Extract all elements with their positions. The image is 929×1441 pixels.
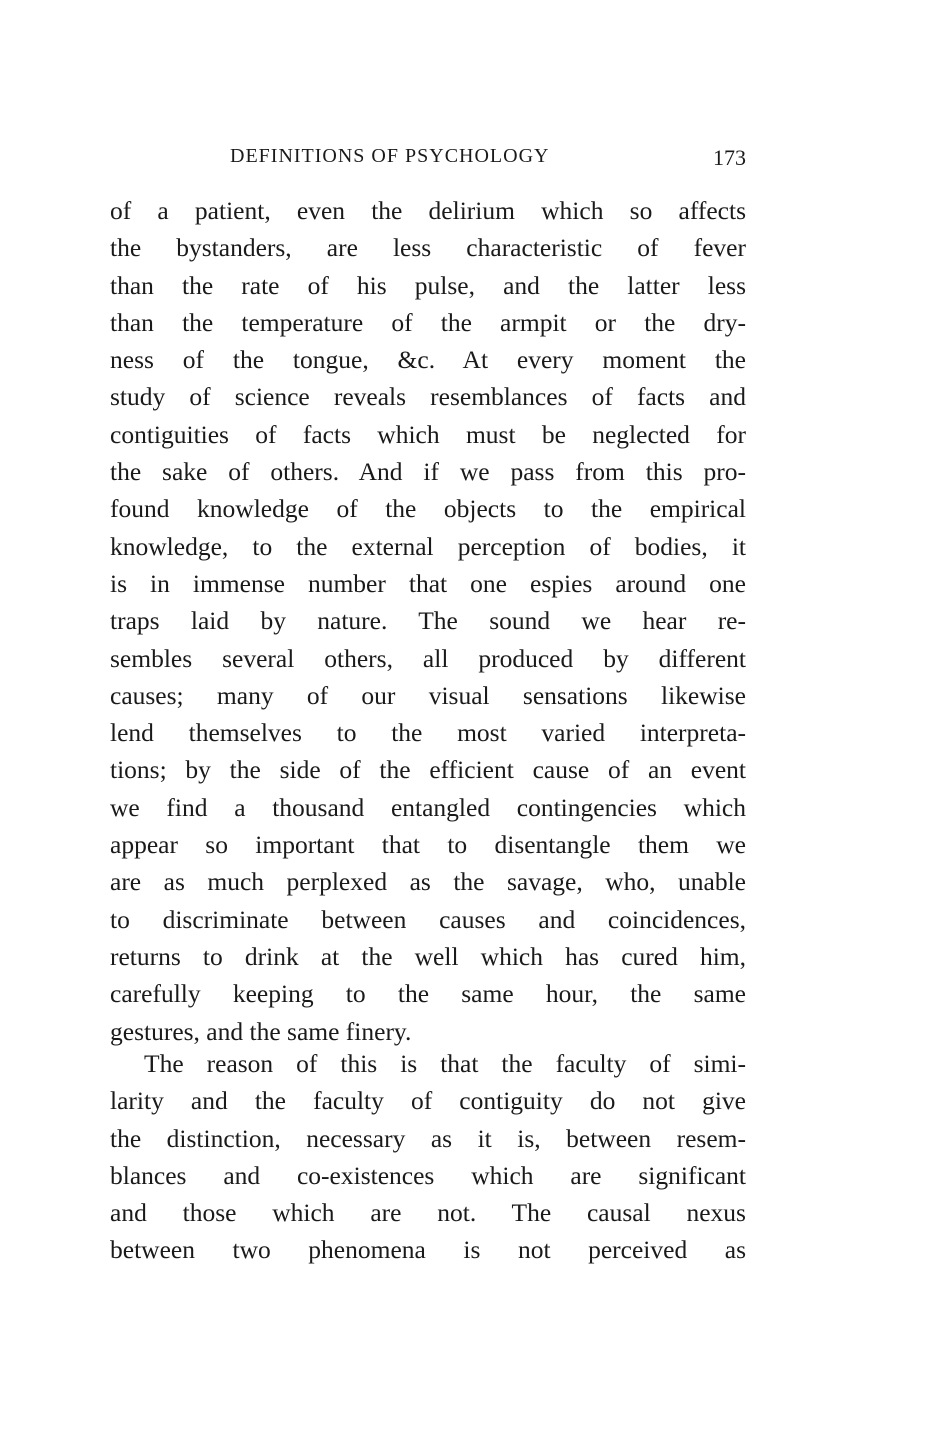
text-line: sembles several others, all produced by different — [110, 643, 746, 673]
text-line: we find a thousand entangled contingencies which — [110, 792, 746, 822]
text-line: than the rate of his pulse, and the latter less — [110, 270, 746, 300]
text-line: traps laid by nature. The sound we hear re- — [110, 606, 746, 636]
text-line: are as much perplexed as the savage, who, unable — [110, 867, 746, 897]
running-head — [110, 145, 746, 175]
text-line: appear so important that to disentangle them we — [110, 830, 746, 860]
text-line: The reason of this is that the faculty of simi- — [144, 1049, 746, 1078]
text-line: larity and the faculty of contiguity do not give — [110, 1086, 746, 1116]
text-line: causes; many of our visual sensations likewise — [110, 680, 746, 710]
text-line: found knowledge of the objects to the empirical — [110, 494, 746, 524]
text-line: returns to drink at the well which has cured him, — [110, 941, 746, 971]
text-line: to discriminate between causes and coincidences, — [110, 904, 746, 934]
page-number: 173 — [713, 145, 746, 170]
text-line: between two phenomena is not perceived as — [110, 1235, 746, 1265]
paragraph-1 — [110, 192, 746, 1050]
text-line: of a patient, even the delirium which so affects — [110, 196, 746, 225]
text-line: than the temperature of the armpit or the dry- — [110, 307, 746, 337]
text-line: gestures, and the same finery. — [110, 1016, 412, 1046]
text-line: tions; by the side of the efficient cause of an event — [110, 755, 746, 785]
paragraph-2 — [110, 1045, 746, 1269]
text-line: the sake of others. And if we pass from this pro- — [110, 457, 746, 487]
text-line: blances and co-existences which are significant — [110, 1160, 746, 1190]
text-line: lend themselves to the most varied interpreta- — [110, 718, 746, 748]
text-line: the distinction, necessary as it is, between resem- — [110, 1123, 746, 1153]
text-line: and those which are not. The causal nexus — [110, 1198, 746, 1228]
text-line: ness of the tongue, &c. At every moment the — [110, 345, 746, 375]
text-line: contiguities of facts which must be neglected for — [110, 419, 746, 449]
running-head-title: DEFINITIONS OF PSYCHOLOGY — [230, 145, 550, 167]
text-line: carefully keeping to the same hour, the same — [110, 979, 746, 1009]
text-line: the bystanders, are less characteristic of fever — [110, 233, 746, 263]
text-line: is in immense number that one espies around one — [110, 568, 746, 598]
text-line: knowledge, to the external perception of bodies, it — [110, 531, 746, 561]
text-line: study of science reveals resemblances of facts and — [110, 382, 746, 412]
